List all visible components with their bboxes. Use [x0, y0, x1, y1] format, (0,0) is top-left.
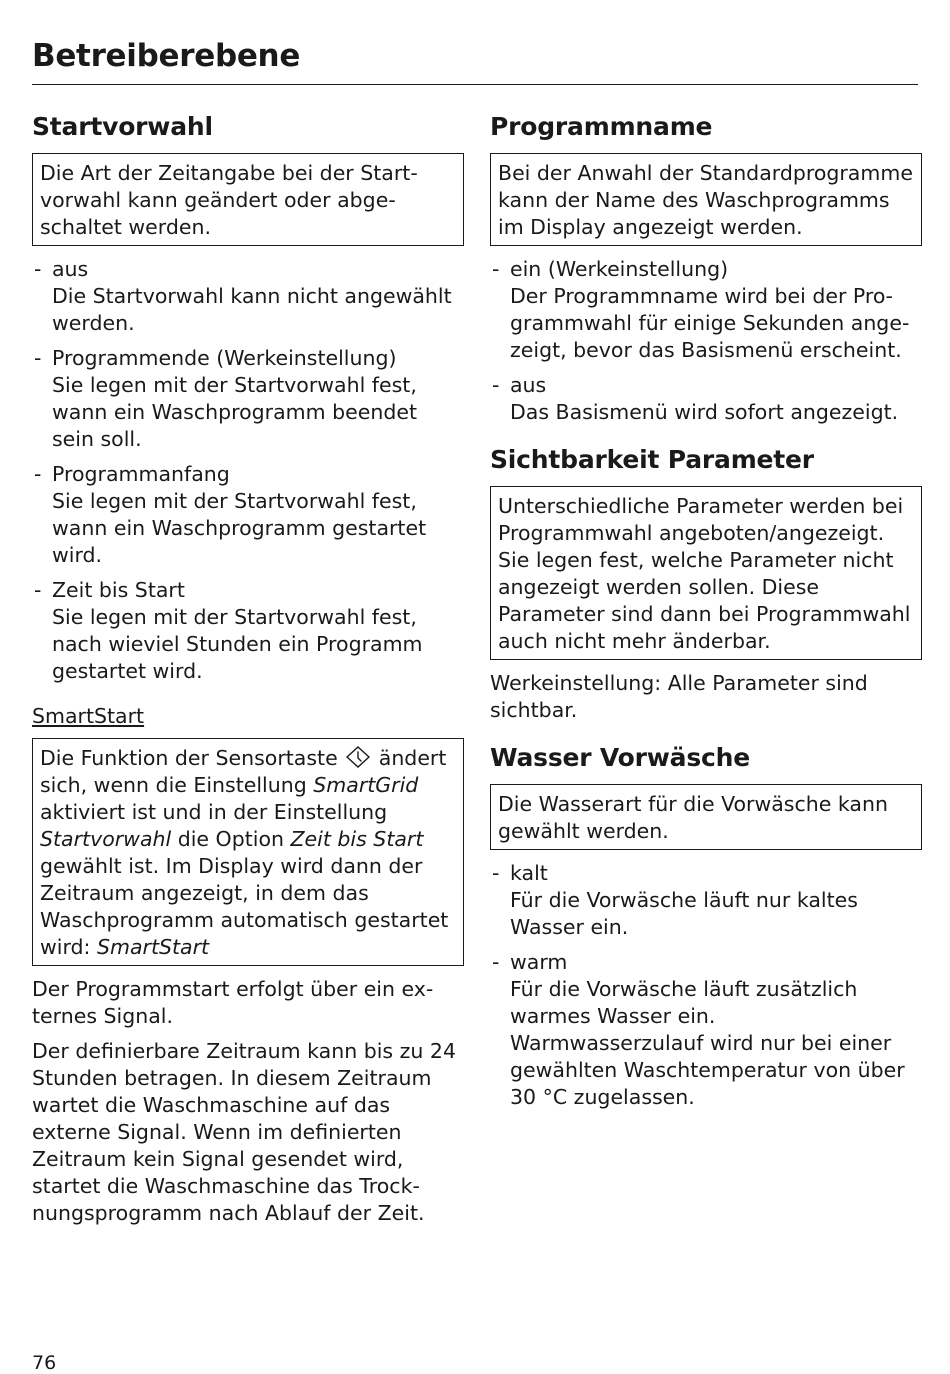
- smartstart-term-zeit-bis-start: Zeit bis Start: [290, 827, 424, 851]
- startvorwahl-info-text: Die Art der Zeitangabe bei der Startvorwahl kann geändert oder abgeschaltet werden.: [40, 161, 418, 239]
- programmname-info-text: Bei der Anwahl der Standardprogramme kann der Name des Waschprogramms im Display angezeigt werden.: [498, 161, 913, 239]
- section-programmname: [490, 111, 922, 426]
- option-name: - Programmanfang: [52, 462, 230, 486]
- option-description: Die Startvorwahl kann nicht angewählt werden.: [52, 284, 452, 335]
- option-item: [490, 372, 922, 426]
- option-description: Sie legen mit der Startvorwahl fest, wann ein Waschprogramm beendet sein soll.: [52, 373, 417, 451]
- page-title: Betreiberebene: [32, 38, 301, 74]
- section-sichtbarkeit: [490, 444, 922, 724]
- startvorwahl-info-box: [32, 153, 464, 246]
- smartstart-term-smartgrid: SmartGrid: [313, 773, 419, 797]
- sichtbarkeit-info-text: Unterschiedliche Parameter werden bei Programmwahl angeboten/angezeigt. Sie legen fest, welche Parameter nicht angezeigt werden sollen. Diese Parameter sind dann bei Programmwahl auch nicht mehr änderbar.: [498, 494, 911, 653]
- smartstart-text-5: gewählt ist. Im Display wird dann der Zeitraum angezeigt, in dem das Waschprogramm automatisch gestartet wird:: [40, 854, 449, 959]
- smartstart-subheading: SmartStart: [32, 704, 145, 728]
- option-item: [32, 577, 464, 685]
- left-column: [32, 111, 464, 1235]
- option-item: [32, 256, 464, 337]
- option-name: - ein (Werkeinstellung): [510, 257, 729, 281]
- option-description: Das Basismenü wird sofort angezeigt.: [510, 400, 899, 424]
- option-item: [490, 860, 922, 941]
- programmname-options: [490, 256, 922, 426]
- sichtbarkeit-heading: Sichtbarkeit Parameter: [490, 445, 814, 474]
- smartstart-info-box: [32, 738, 464, 966]
- smartstart-term-smartstart: SmartStart: [96, 935, 210, 959]
- option-name: - Zeit bis Start: [52, 578, 185, 602]
- option-item: [32, 345, 464, 453]
- wasser-vorwaesche-heading: Wasser Vorwäsche: [490, 743, 751, 772]
- option-name: - aus: [510, 373, 547, 397]
- smartstart-paragraph-2: Der definierbare Zeitraum kann bis zu 24 Stunden betragen. In diesem Zeitraum wartet die Waschmaschine auf das externe Signal. Wenn im definierten Zeitraum kein Signal gesendet wird, startet die Waschmaschine das Trocknungsprogramm nach Ablauf der Zeit.: [32, 1039, 456, 1225]
- sensor-key-icon: [346, 746, 370, 768]
- smartstart-text-4: die Option: [171, 827, 291, 851]
- option-name: - warm: [510, 950, 568, 974]
- option-item: [32, 461, 464, 569]
- title-divider: [32, 84, 918, 85]
- programmname-heading: Programmname: [490, 112, 713, 141]
- smartstart-text-1: Die Funktion der Sensortaste: [40, 746, 338, 770]
- wasser-vorwaesche-info-box: [490, 784, 922, 850]
- smartstart-info-text: [40, 745, 456, 961]
- smartstart-text-2: ändert sich, wenn die Einstellung: [40, 746, 447, 797]
- page-number: 76: [32, 1352, 57, 1374]
- option-description-note: Warmwasserzulauf wird nur bei einer gewählten Waschtemperatur von über 30 °C zugelassen.: [510, 1031, 905, 1109]
- programmname-info-box: [490, 153, 922, 246]
- option-description: Für die Vorwäsche läuft nur kaltes Wasser ein.: [510, 888, 858, 939]
- sichtbarkeit-paragraph: Werkeinstellung: Alle Parameter sind sichtbar.: [490, 671, 868, 722]
- option-item: [490, 256, 922, 364]
- option-item: [490, 949, 922, 1111]
- wasser-vorwaesche-info-text: Die Wasserart für die Vorwäsche kann gewählt werden.: [498, 792, 888, 843]
- option-name: - kalt: [510, 861, 548, 885]
- option-description: Sie legen mit der Startvorwahl fest, wann ein Waschprogramm gestartet wird.: [52, 489, 427, 567]
- wasser-vorwaesche-options: [490, 860, 922, 1111]
- smartstart-term-startvorwahl: Startvorwahl: [40, 827, 172, 851]
- option-description: Sie legen mit der Startvorwahl fest, nach wieviel Stunden ein Programm gestartet wird.: [52, 605, 423, 683]
- option-description: Für die Vorwäsche läuft zusätzlich warmes Wasser ein.: [510, 977, 858, 1028]
- startvorwahl-heading: Startvorwahl: [32, 112, 213, 141]
- section-wasser-vorwaesche: [490, 742, 922, 1111]
- startvorwahl-options: [32, 256, 464, 685]
- right-column: [490, 111, 922, 1129]
- smartstart-paragraph-1: Der Programmstart erfolgt über ein externes Signal.: [32, 977, 434, 1028]
- smartstart-text-3: aktiviert ist und in der Einstellung: [40, 800, 388, 824]
- section-smartstart: [32, 703, 464, 1227]
- section-startvorwahl: [32, 111, 464, 685]
- option-name: - Programmende (Werkeinstellung): [52, 346, 397, 370]
- sichtbarkeit-info-box: [490, 486, 922, 660]
- option-description: Der Programmname wird bei der Programmwahl für einige Sekunden angezeigt, bevor das Basismenü erscheint.: [510, 284, 910, 362]
- option-name: - aus: [52, 257, 89, 281]
